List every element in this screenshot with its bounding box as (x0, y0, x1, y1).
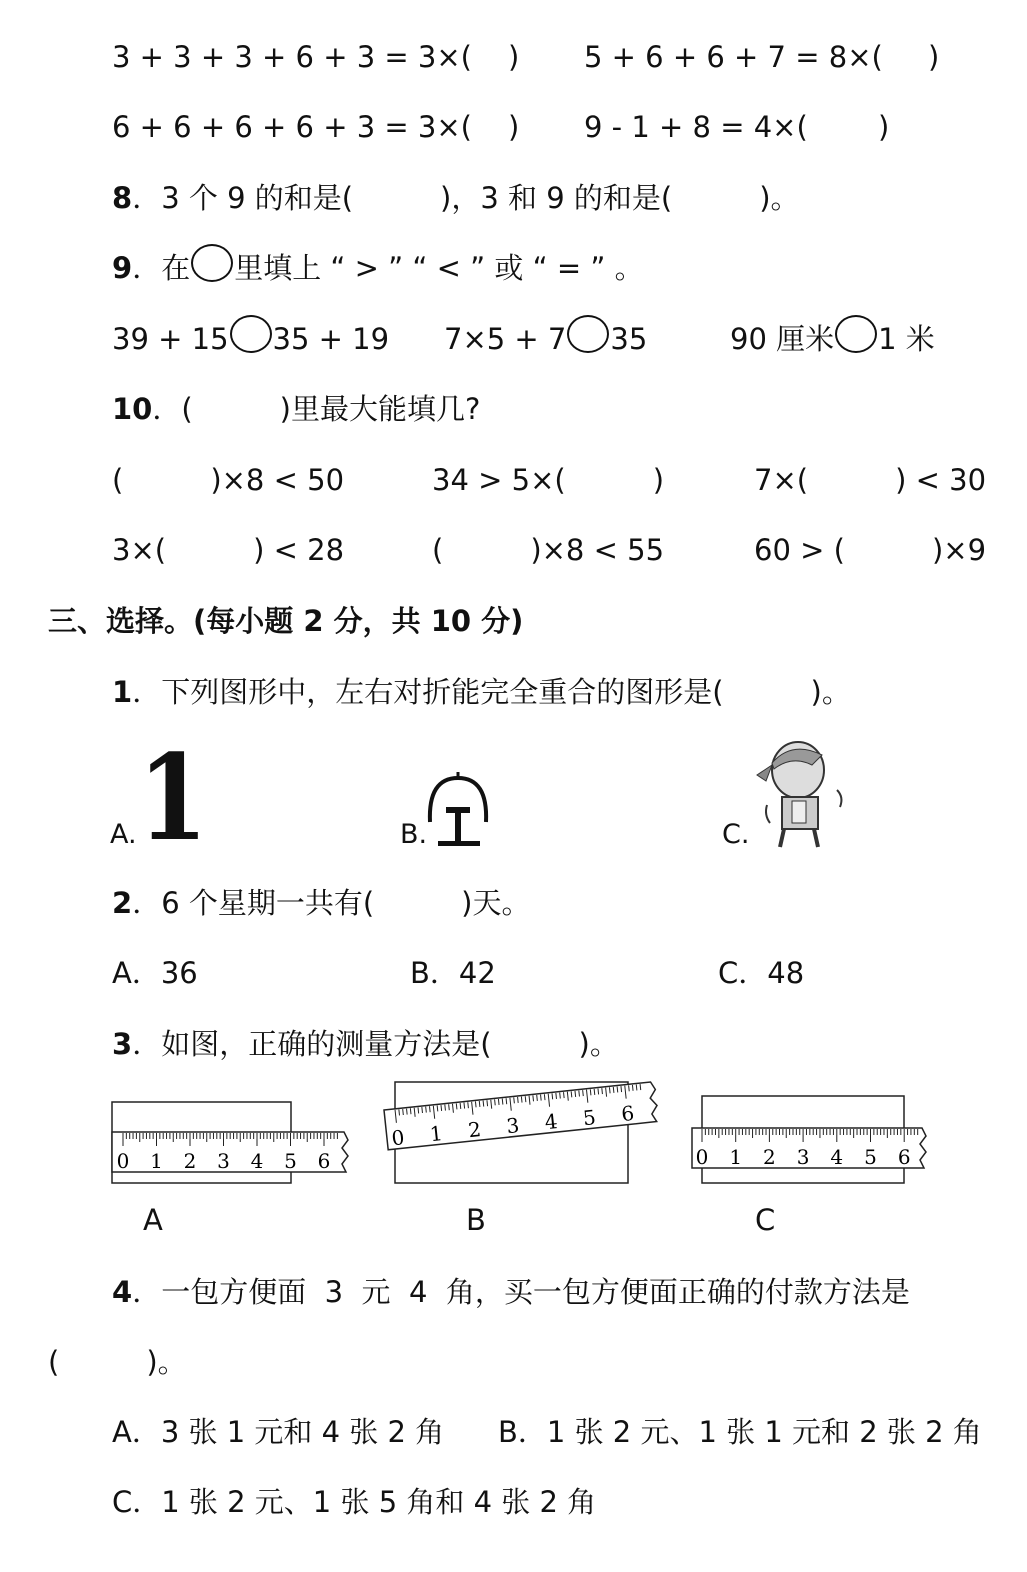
paren-close: ) (928, 40, 940, 74)
ruler-number: 3 (796, 1145, 810, 1169)
ruler-tick (556, 1093, 557, 1099)
inequality: ( )×8 < 55 (432, 533, 665, 567)
option-a[interactable]: A．3 张 1 元和 4 张 2 角 (112, 1415, 445, 1449)
ruler-tick (533, 1095, 534, 1101)
ruler-tick (602, 1088, 603, 1094)
ruler-tick (403, 1109, 404, 1115)
compare-item (444, 319, 647, 359)
ruler-number: 3 (505, 1113, 521, 1139)
equation: 3 + 3 + 3 + 6 + 3 = 3×( (112, 40, 472, 74)
ruler-number: 0 (390, 1125, 406, 1151)
ruler-tick (579, 1091, 580, 1097)
inequality: 60 > ( )×9 (754, 533, 987, 567)
question-number: 10 (112, 392, 153, 426)
digit-one-figure: 1 (138, 728, 208, 867)
option-b-label: B. (400, 819, 428, 850)
ruler-number: 1 (150, 1149, 163, 1173)
ruler-tick (441, 1105, 442, 1111)
option-b[interactable]: B．1 张 2 元、1 张 1 元和 2 张 2 角 (498, 1415, 982, 1449)
ruler-tick (521, 1097, 522, 1103)
option-c-label: C. (722, 819, 750, 850)
ruler-tick (594, 1089, 595, 1095)
figure-label-a: A (143, 1203, 163, 1237)
question-text: ．下列图形中，左右对折能完全重合的图形是( )。 (132, 675, 851, 709)
compare-item (112, 319, 389, 359)
option-c[interactable]: C．1 张 2 元、1 张 5 角和 4 张 2 角 (112, 1485, 597, 1519)
inequality: 7×( ) < 30 (754, 463, 987, 497)
ruler-number: 4 (250, 1149, 264, 1173)
question-text: ．3 个 9 的和是( )，3 和 9 的和是( )。 (132, 181, 800, 215)
ruler-tick (426, 1107, 427, 1113)
paren-close: ) (508, 40, 520, 74)
option-c[interactable]: C．48 (718, 956, 805, 990)
paren-close: ) (508, 110, 520, 144)
ruler-tick (544, 1094, 545, 1100)
ruler-tick (629, 1085, 630, 1091)
ruler-tick (475, 1101, 476, 1107)
ruler-tick (598, 1089, 599, 1095)
ruler-number: 6 (317, 1149, 331, 1173)
ruler-tick (460, 1103, 461, 1109)
equation: 5 + 6 + 6 + 7 = 8×( (584, 40, 883, 74)
question-number: 9 (112, 251, 133, 285)
ruler-tick (479, 1101, 480, 1107)
ruler-tick (590, 1089, 591, 1095)
ruler-tick (632, 1085, 633, 1091)
question-8 (112, 178, 800, 218)
ruler-tick (583, 1090, 584, 1096)
ruler-number: 0 (695, 1145, 709, 1169)
question-text: ．一包方便面 3 元 4 角，买一包方便面正确的付款方法是 (132, 1275, 910, 1309)
equation: 6 + 6 + 6 + 6 + 3 = 3×( (112, 110, 472, 144)
ruler-tick (468, 1102, 469, 1108)
ruler-tick (410, 1108, 411, 1114)
circle-blank[interactable] (567, 315, 609, 353)
ruler-tick (502, 1099, 503, 1105)
right-expr: 35 (610, 322, 648, 356)
ruler-number: 6 (897, 1145, 911, 1169)
right-expr: 1 米 (878, 322, 935, 356)
question-number: 2 (112, 886, 133, 920)
ruler-c (692, 1128, 926, 1169)
ruler-tick (449, 1104, 450, 1110)
circle-blank (191, 244, 233, 282)
ruler-tick (636, 1084, 637, 1090)
ruler-number: 1 (428, 1121, 444, 1147)
question-number: 8 (112, 181, 133, 215)
ruler-tick (399, 1109, 400, 1115)
ruler-tick (437, 1105, 438, 1111)
choice-question-2 (112, 883, 531, 923)
option-b[interactable]: B．42 (410, 956, 496, 990)
left-expr: 90 厘米 (730, 322, 835, 356)
section-title: 三、选择。(每小题 2 分，共 10 分) (48, 604, 524, 638)
ruler-tick (518, 1097, 519, 1103)
ruler-tick (621, 1086, 622, 1092)
ruler-number: 3 (217, 1149, 230, 1173)
ruler-tick (541, 1095, 542, 1101)
ruler-number: 0 (116, 1149, 130, 1173)
inequality: 34 > 5×( ) (432, 463, 665, 497)
ruler-tick (571, 1091, 572, 1097)
ruler-tick (575, 1091, 576, 1097)
ruler-b (384, 1082, 659, 1151)
ruler-figures (0, 1070, 1027, 1200)
inequality: 3×( ) < 28 (112, 533, 345, 567)
ruler-number: 1 (729, 1145, 743, 1169)
question-number: 1 (112, 675, 133, 709)
ruler-tick (498, 1099, 499, 1105)
ruler-number: 2 (763, 1145, 776, 1169)
right-expr: 35 + 19 (272, 322, 390, 356)
cartoon-boy-figure (752, 735, 852, 850)
ruler-number: 4 (830, 1145, 844, 1169)
ruler-number: 6 (620, 1100, 636, 1127)
ruler-a (112, 1132, 348, 1173)
choice-question-1 (112, 672, 851, 712)
ruler-tick (407, 1109, 408, 1115)
question-9 (112, 248, 644, 288)
ruler-tick (506, 1098, 507, 1104)
left-expr: 39 + 15 (112, 322, 229, 356)
figure-label-b: B (466, 1203, 486, 1237)
ruler-tick (445, 1105, 446, 1111)
ruler-tick (422, 1107, 423, 1113)
question-text: 里填上 “ > ” “ < ” 或 “ = ” 。 (234, 251, 644, 285)
ruler-tick (560, 1093, 561, 1099)
option-a[interactable]: A．36 (112, 956, 198, 990)
arch-figure (420, 770, 500, 850)
figure-label-c: C (755, 1203, 776, 1237)
ruler-tick (514, 1097, 515, 1103)
ruler-tick (464, 1103, 465, 1109)
ruler-number: 5 (864, 1145, 877, 1169)
ruler-tick (456, 1103, 457, 1109)
ruler-tick (617, 1087, 618, 1093)
ruler-tick (613, 1087, 614, 1093)
question-text: ．( )里最大能填几? (152, 392, 481, 426)
choice-question-4 (112, 1272, 910, 1312)
ruler-tick (640, 1084, 641, 1090)
answer-blank: ( )。 (48, 1345, 187, 1379)
question-text: ．如图，正确的测量方法是( )。 (132, 1027, 619, 1061)
paren-close: ) (878, 110, 890, 144)
ruler-number: 4 (543, 1108, 559, 1135)
ruler-tick (525, 1096, 526, 1102)
question-number: 3 (112, 1027, 133, 1061)
ruler-tick (430, 1106, 431, 1112)
compare-item (730, 319, 935, 359)
equation: 9 - 1 + 8 = 4×( (584, 110, 808, 144)
question-number: 4 (112, 1275, 133, 1309)
option-a-label: A. (110, 819, 137, 850)
question-text: ．6 个星期一共有( )天。 (132, 886, 531, 920)
circle-blank[interactable] (835, 315, 877, 353)
left-expr: 7×5 + 7 (444, 322, 567, 356)
ruler-tick (564, 1092, 565, 1098)
ruler-number: 5 (284, 1149, 297, 1173)
ruler-number: 2 (183, 1149, 197, 1173)
ruler-number: 5 (581, 1104, 598, 1131)
ruler-tick (495, 1099, 496, 1105)
ruler-tick (487, 1100, 488, 1106)
ruler-tick (609, 1087, 610, 1093)
ruler-number: 2 (466, 1117, 483, 1143)
choice-question-3 (112, 1024, 619, 1064)
ruler-tick (537, 1095, 538, 1101)
ruler-tick (418, 1107, 419, 1113)
question-10 (112, 389, 480, 429)
circle-blank[interactable] (230, 315, 272, 353)
ruler-tick (552, 1093, 553, 1099)
inequality: ( )×8 < 50 (112, 463, 345, 497)
question-text: ．在 (132, 251, 191, 285)
ruler-tick (483, 1101, 484, 1107)
